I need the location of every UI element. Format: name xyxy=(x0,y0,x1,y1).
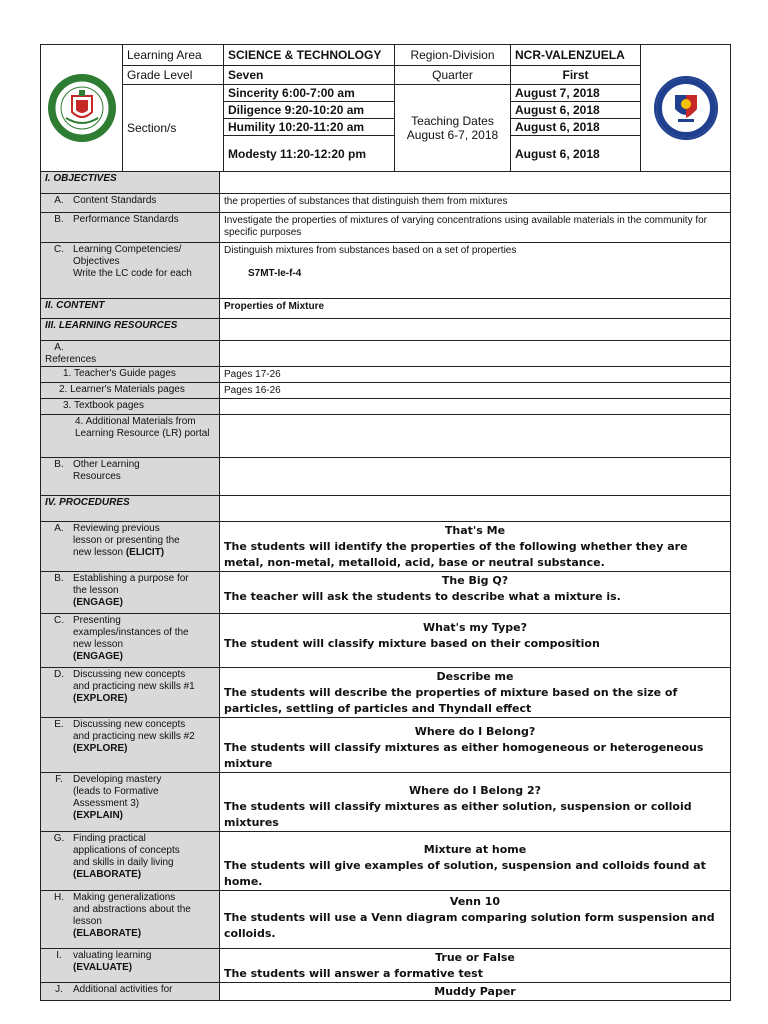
other-resources-text: Other Learning Resources xyxy=(73,459,140,482)
procedure-title: Venn 10 xyxy=(449,895,501,908)
procedure-index: E. xyxy=(54,719,64,730)
objective-value: Investigate the properties of mixtures of varying concentrations using available materials in the community for specific purposes xyxy=(220,213,731,243)
procedure-content xyxy=(220,773,731,832)
procedure-text: The students will classify mixtures as either homogeneous or heterogeneous mixture xyxy=(224,741,704,770)
procedure-label xyxy=(41,522,220,572)
objective-label-text: Content Standards xyxy=(73,195,157,206)
procedure-phase: (ELABORATE) xyxy=(73,928,142,939)
resource-value: Pages 16-26 xyxy=(220,383,731,399)
resource-label-text: 2. Learner's Materials pages xyxy=(59,384,185,395)
procedure-label xyxy=(41,572,220,614)
procedure-text: The student will classify mixture based on their composition xyxy=(224,637,600,650)
section-name: Humility 10:20-11:20 am xyxy=(224,119,395,136)
procedure-text: The students will describe the properties of mixture based on the size of particles, settling of particles and Thyndall effect xyxy=(224,686,678,715)
procedure-label-text: Developing mastery (leads to Formative Assessment 3) xyxy=(73,774,162,809)
learning-area-value: SCIENCE & TECHNOLOGY xyxy=(224,45,395,66)
procedure-text: The students will answer a formative test xyxy=(224,967,483,980)
lc-code-label: Write the LC code for each xyxy=(73,268,192,279)
region-value: NCR-VALENZUELA xyxy=(511,45,641,66)
procedure-phase: (ELICIT) xyxy=(125,547,165,558)
procedure-label xyxy=(41,832,220,891)
content-heading: II. CONTENT xyxy=(41,299,220,319)
lesson-plan-table xyxy=(40,171,731,1001)
procedure-label-text: Discussing new concepts and practicing new skills #2 xyxy=(73,719,195,742)
procedure-phase: (EVALUATE) xyxy=(73,962,133,973)
competency-value: Distinguish mixtures from substances based on a set of properties xyxy=(224,245,517,256)
procedure-content xyxy=(220,668,731,718)
resource-label xyxy=(41,415,220,458)
procedure-phase: (ENGAGE) xyxy=(73,651,123,662)
grade-level-label: Grade Level xyxy=(123,66,224,85)
region-label: Region-Division xyxy=(395,45,511,66)
procedure-text: The students will identify the properties of the following whether they are metal, non-metal, metalloid, acid, base or neutral substance. xyxy=(224,540,688,569)
quarter-label: Quarter xyxy=(395,66,511,85)
procedure-label xyxy=(41,614,220,668)
procedure-label xyxy=(41,773,220,832)
procedure-index: G. xyxy=(53,833,65,844)
section-name: Sincerity 6:00-7:00 am xyxy=(224,85,395,102)
references-text: References xyxy=(45,354,97,365)
procedure-label-text: valuating learning xyxy=(73,950,152,961)
procedure-index: J. xyxy=(55,984,63,995)
teaching-dates-value: August 6-7, 2018 xyxy=(406,128,499,142)
objective-label xyxy=(41,194,220,213)
procedure-label-text: Finding practical applications of concepts and skills in daily living xyxy=(73,833,180,868)
section-date: August 6, 2018 xyxy=(511,119,641,136)
teaching-dates-label: Teaching Dates xyxy=(411,114,494,128)
procedure-content xyxy=(220,832,731,891)
procedure-label-text: Making generalizations and abstractions about the lesson xyxy=(73,892,191,927)
procedure-content xyxy=(220,572,731,614)
procedure-label-text: Discussing new concepts and practicing new skills #1 xyxy=(73,669,195,692)
resource-label xyxy=(41,383,220,399)
competency-label: Learning Competencies/ Objectives xyxy=(73,244,182,267)
procedures-heading: IV. PROCEDURES xyxy=(41,496,220,522)
procedure-index: C. xyxy=(54,615,64,626)
objective-value: the properties of substances that distinguish them from mixtures xyxy=(220,194,731,213)
empty-cell xyxy=(220,341,731,367)
procedure-label xyxy=(41,891,220,949)
resource-label xyxy=(41,399,220,415)
teaching-dates xyxy=(395,85,511,172)
objective-label-text: Performance Standards xyxy=(73,214,179,225)
section-date: August 6, 2018 xyxy=(511,136,641,172)
resource-label-text: 1. Teacher's Guide pages xyxy=(63,368,176,379)
procedure-label-text: Additional activities for xyxy=(73,984,173,995)
header-table xyxy=(40,44,731,172)
procedure-index: F. xyxy=(55,774,63,785)
references-index: A. xyxy=(54,342,64,353)
resource-value: Pages 17-26 xyxy=(220,367,731,383)
deped-seal-icon xyxy=(653,75,719,141)
procedure-content xyxy=(220,891,731,949)
resource-value xyxy=(220,415,731,458)
objective-label-text xyxy=(73,244,203,280)
section-date: August 6, 2018 xyxy=(511,102,641,119)
procedure-label xyxy=(41,718,220,773)
procedure-text: The teacher will ask the students to describe what a mixture is. xyxy=(224,590,621,603)
procedure-phase: (ELABORATE) xyxy=(73,869,142,880)
empty-cell xyxy=(220,319,731,341)
procedure-text: The students will give examples of solution, suspension and colloids found at home. xyxy=(224,859,706,888)
objective-index: B. xyxy=(54,214,64,225)
section-label: Section/s xyxy=(123,85,224,172)
procedure-title: Where do I Belong 2? xyxy=(408,784,542,797)
section-name: Diligence 9:20-10:20 am xyxy=(224,102,395,119)
deped-logo xyxy=(641,45,731,172)
procedure-index: I. xyxy=(56,950,62,961)
resource-value xyxy=(220,399,731,415)
procedure-title: Where do I Belong? xyxy=(414,725,536,738)
other-resources-label xyxy=(41,458,220,496)
objective-label xyxy=(41,213,220,243)
school-logo xyxy=(41,45,123,172)
procedure-label-text: Reviewing previous lesson or presenting the new lesson xyxy=(73,523,180,558)
resources-heading: III. LEARNING RESOURCES xyxy=(41,319,220,341)
procedure-index: B. xyxy=(54,573,64,584)
objective-index: C. xyxy=(54,244,64,255)
procedure-title: Mixture at home xyxy=(423,843,527,856)
grade-level-value: Seven xyxy=(224,66,395,85)
procedure-content xyxy=(220,614,731,668)
empty-cell xyxy=(220,172,731,194)
empty-cell xyxy=(220,496,731,522)
objective-index: A. xyxy=(54,195,64,206)
other-resources-index: B. xyxy=(54,459,64,470)
empty-cell xyxy=(220,458,731,496)
resource-label-text: 3. Textbook pages xyxy=(63,400,144,411)
resource-label-text: 4. Additional Materials from Learning Resource (LR) portal xyxy=(75,416,210,439)
procedure-title: Describe me xyxy=(436,670,514,683)
objective-value xyxy=(220,243,731,299)
objective-label xyxy=(41,243,220,299)
procedure-label xyxy=(41,949,220,983)
procedure-phase: (ENGAGE) xyxy=(73,597,123,608)
procedure-title: The Big Q? xyxy=(441,574,509,587)
references-label xyxy=(41,341,220,367)
procedure-label xyxy=(41,668,220,718)
procedure-index: H. xyxy=(54,892,64,903)
procedure-text: The students will classify mixtures as either solution, suspension or colloid mixtures xyxy=(224,800,692,829)
procedure-text: The students will use a Venn diagram comparing solution form suspension and colloids. xyxy=(224,911,715,940)
learning-area-label: Learning Area xyxy=(123,45,224,66)
lc-code-value: S7MT-Ie-f-4 xyxy=(248,268,302,279)
procedure-index: A. xyxy=(54,523,64,534)
procedure-content xyxy=(220,522,731,572)
procedure-phase: (EXPLORE) xyxy=(73,743,128,754)
procedure-content xyxy=(220,718,731,773)
section-name: Modesty 11:20-12:20 pm xyxy=(224,136,395,172)
procedure-phase: (EXPLORE) xyxy=(73,693,128,704)
procedure-title: Muddy Paper xyxy=(434,985,516,998)
section-date: August 7, 2018 xyxy=(511,85,641,102)
objectives-heading: I. OBJECTIVES xyxy=(41,172,220,194)
resource-label xyxy=(41,367,220,383)
procedure-title: That's Me xyxy=(444,524,506,537)
procedure-index: D. xyxy=(54,669,64,680)
procedure-title: True or False xyxy=(435,951,515,964)
procedure-phase: (EXPLAIN) xyxy=(73,810,123,821)
procedure-content xyxy=(220,983,731,1001)
procedure-label-text: Presenting examples/instances of the new lesson xyxy=(73,615,189,650)
procedure-label-text: Establishing a purpose for the lesson xyxy=(73,573,189,596)
school-seal-icon xyxy=(46,72,118,144)
quarter-value: First xyxy=(511,66,641,85)
content-value: Properties of Mixture xyxy=(220,299,731,319)
lesson-plan-page xyxy=(40,44,730,1001)
procedure-label xyxy=(41,983,220,1001)
procedure-title: What's my Type? xyxy=(423,621,527,634)
procedure-content xyxy=(220,949,731,983)
